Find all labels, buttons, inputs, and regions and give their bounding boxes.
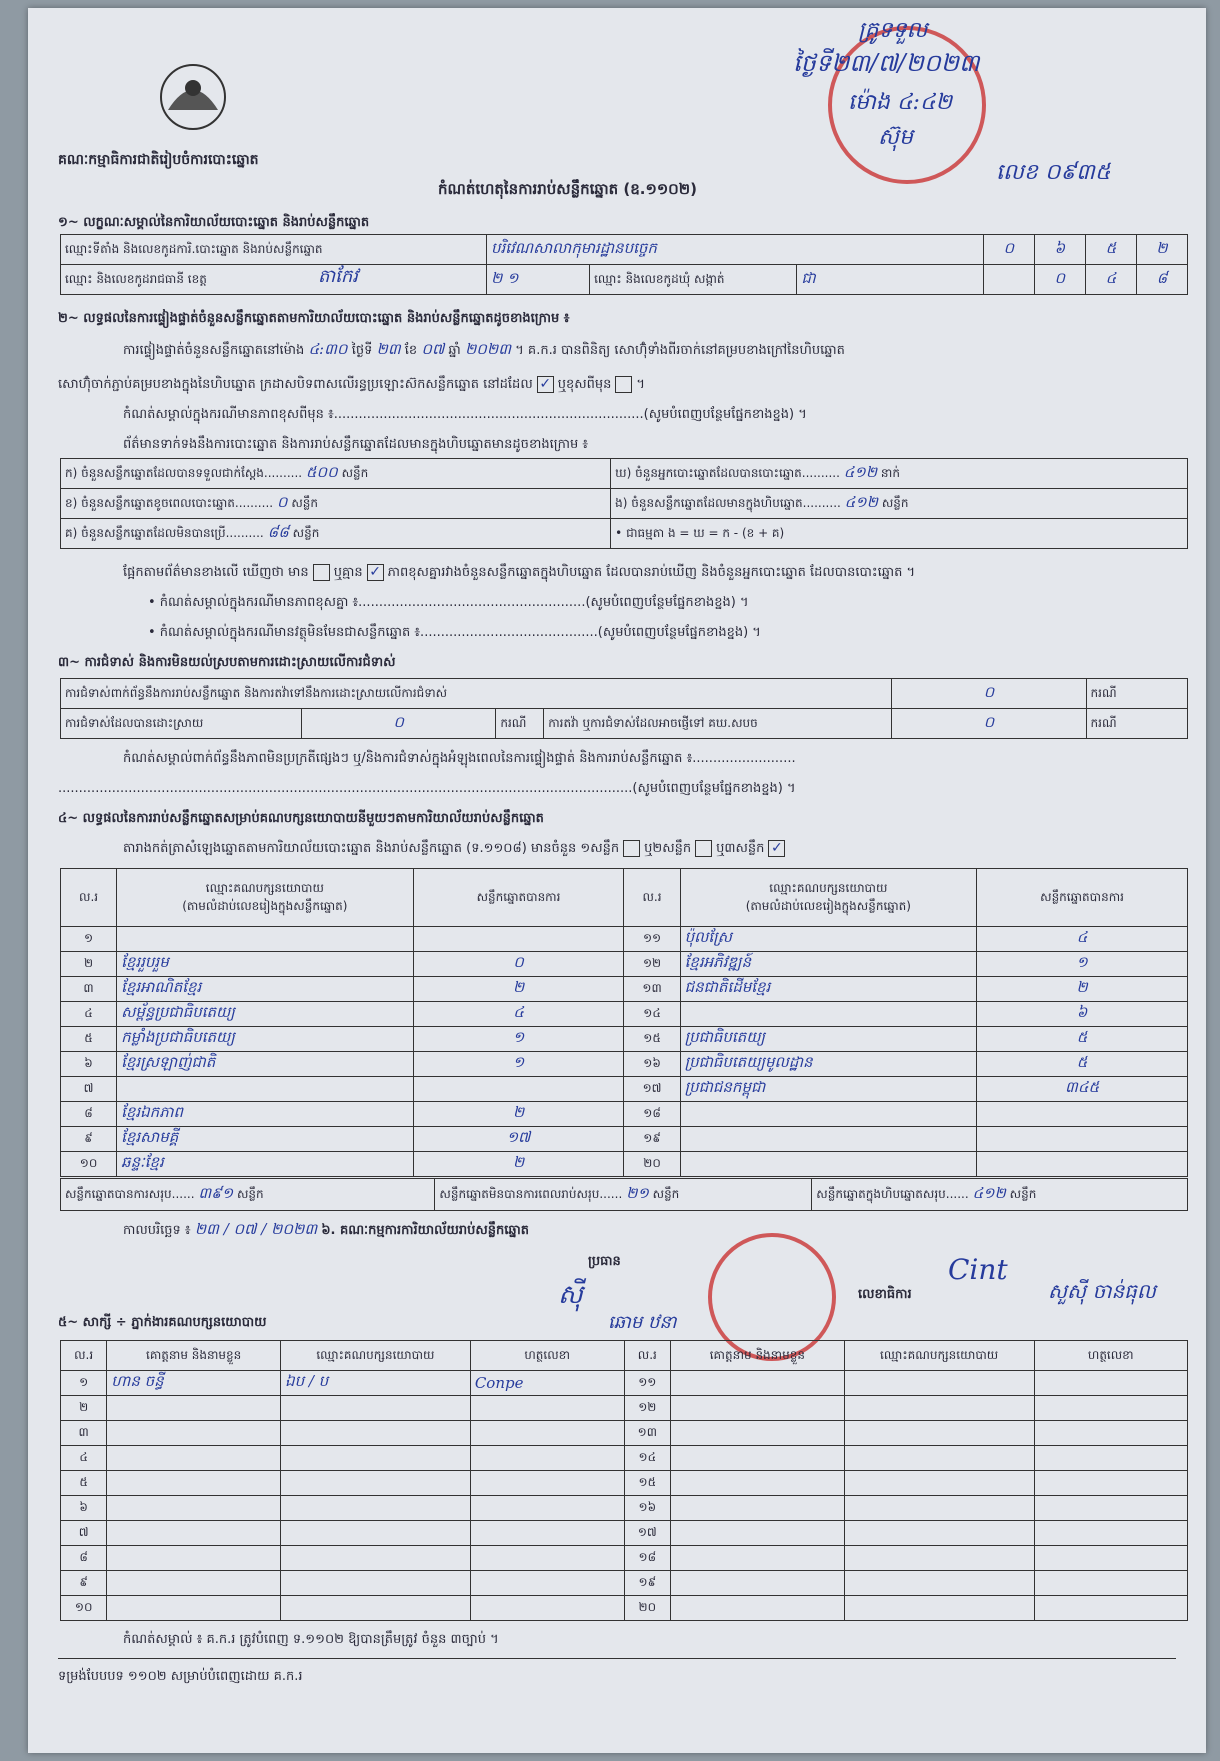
witness-party: [281, 1546, 471, 1571]
section5-title: ៥~ សាក្សី ÷ ភ្នាក់ងារគណបក្សនយោបាយ: [58, 1315, 267, 1330]
row-number: ៨: [61, 1102, 117, 1127]
row-number: ១: [61, 927, 117, 952]
row-number: ១៩: [624, 1127, 680, 1152]
row-number: ១២: [624, 952, 680, 977]
ballots-received-row: ក) ចំនួនសន្លឹកឆ្នោតដែលបានទទួលជាក់ស្តែង.......... ៥០០ សន្លឹក: [61, 459, 611, 489]
box-total: សន្លឹកឆ្នោតក្នុងហិបឆ្នោតសរុប...... ៤១២ សន្លឹក: [812, 1179, 1188, 1211]
row-number: ៩: [61, 1127, 117, 1152]
party-votes: [977, 1127, 1188, 1152]
witness-party: [281, 1421, 471, 1446]
ballot-count-form: [28, 8, 1206, 1753]
witness-name: [107, 1596, 281, 1621]
valid-total: សន្លឹកឆ្នោតបានការសរុប...... ៣៩១ សន្លឹក: [61, 1179, 435, 1211]
commune-label: ឈ្មោះ និងលេខកូដឃុំ សង្កាត់: [590, 265, 797, 295]
province-code: ២ ១: [487, 265, 590, 295]
party-votes: ៤: [413, 1002, 624, 1027]
party-name: ខ្មែរសាមគ្គី: [117, 1127, 413, 1152]
party-name: ខ្មែរស្រឡាញ់ជាតិ: [117, 1052, 413, 1077]
seal-note-line: កំណត់សម្គាល់ក្នុងករណីមានភាពខុសពីមុន ៖...........................................................................(សូមបំពេញបន្ថែមផ្នែកខាងខ្នង) ។: [123, 407, 807, 422]
party-name: [680, 1152, 976, 1177]
discrepancy-line: ផ្អែកតាមព័ត៌មានខាងលើ ឃើញថា មាន ឬគ្មាន ✓ ភាពខុសគ្នារវាងចំនួនសន្លឹកឆ្នោតក្នុងហិបឆ្នោត ដែលបានរាប់ឃើញ និងចំនួនអ្នកបោះឆ្នោត ដែលបានបោះឆ្នោត ។: [123, 564, 916, 580]
party-name: ប្រជាធិបតេយ្យ: [680, 1027, 976, 1052]
row-number: ៥: [61, 1027, 117, 1052]
witness-name: ហាន ចន្ធី: [107, 1371, 281, 1396]
date-line: កាលបរិច្ឆេទ ៖ ២៣ / ០៧ / ២០២៣ ៦. គណៈកម្មការការិយាល័យរាប់សន្លឹកឆ្នោត: [123, 1220, 529, 1238]
row-number: ២០: [624, 1152, 680, 1177]
witness-name: [107, 1421, 281, 1446]
seal-broken-checkbox[interactable]: [615, 376, 632, 393]
party-name: [680, 1102, 976, 1127]
witness-signature: [470, 1571, 624, 1596]
row-number: ៣: [61, 977, 117, 1002]
row-number: ៧: [61, 1077, 117, 1102]
party-name: ខ្មែរអភិវឌ្ឍន៍: [680, 952, 976, 977]
party-votes: ២: [413, 1152, 624, 1177]
voters-voted-row: ឃ) ចំនួនអ្នកបោះឆ្នោតដែលបានបោះឆ្នោត.......... ៤១២ នាក់: [611, 459, 1188, 489]
party-name: ខ្មែរអាណិតខ្មែរ: [117, 977, 413, 1002]
row-number: ១៦: [624, 1052, 680, 1077]
row-number: ១៣: [624, 977, 680, 1002]
row-number: ៤: [61, 1002, 117, 1027]
witness-signature: [470, 1596, 624, 1621]
witness-party: [281, 1396, 471, 1421]
row-number: ៦: [61, 1052, 117, 1077]
party-name: ខ្មែររួបរួម: [117, 952, 413, 977]
party-name: [680, 1127, 976, 1152]
row-number: ១៥: [624, 1027, 680, 1052]
ballot-figures-table: [60, 458, 1188, 549]
witness-party: [281, 1471, 471, 1496]
received-date: ថ្ងៃទី២៣/៧/២០២៣: [793, 49, 980, 77]
witness-party: [281, 1496, 471, 1521]
seal-info-line: ព័ត៌មានទាក់ទងនឹងការបោះឆ្នោត និងការរាប់សន្លឹកឆ្នោតដែលមានក្នុងហិបឆ្នោតមានដូចខាងក្រោម ៖: [123, 437, 589, 452]
witness-signature: [470, 1471, 624, 1496]
formula-row: • ជាធម្មតា ង = ឃ = ក - (ខ + គ): [611, 519, 1188, 549]
party-name: [117, 927, 413, 952]
party-votes: ១: [977, 952, 1188, 977]
party-name: ឆន្ទៈខ្មែរ: [117, 1152, 413, 1177]
commission-emblem-icon: [148, 60, 238, 134]
station-value: បរិវេណសាលាកុមារដ្ឋានបច្ចេក: [487, 235, 984, 265]
witness-party: [281, 1446, 471, 1471]
party-votes: [977, 1102, 1188, 1127]
witness-signature: [470, 1396, 624, 1421]
chief-label: ប្រធាន: [588, 1254, 621, 1269]
resolved-count: ០: [302, 709, 496, 739]
ballots-unused-row: គ) ចំនួនសន្លឹកឆ្នោតដែលមិនបានប្រើ.......... ៨៨ សន្លឹក: [61, 519, 611, 549]
received-note: គ្រូទទួល: [858, 18, 928, 43]
witness-name: [107, 1521, 281, 1546]
witness-signature: [470, 1421, 624, 1446]
resolved-label: ការជំទាស់ដែលបានដោះស្រាយ: [61, 709, 302, 739]
sheet-count-line: តារាងកត់ត្រាសំឡេងឆ្នោតតាមការិយាល័យបោះឆ្នោត និងរាប់សន្លឹកឆ្នោត (ទ.១១០៨) មានចំនួន ១សន្លឹក ឬ២សន្លឹក ឬ៣សន្លឹក ✓: [123, 840, 789, 859]
party-votes: ១: [413, 1052, 624, 1077]
row-number: ១៤: [624, 1002, 680, 1027]
party-name: ប៉ុលស្រែ: [680, 927, 976, 952]
party-name: ជនជាតិដើមខ្មែរ: [680, 977, 976, 1002]
seal-intact-checkbox[interactable]: ✓: [537, 376, 554, 393]
party-votes: ៥: [977, 1052, 1188, 1077]
witness-name: [107, 1496, 281, 1521]
irregularity-note: កំណត់សម្គាល់ពាក់ព័ន្ធនឹងភាពមិនប្រក្រតីផ្សេងៗ ឬ/និងការជំទាស់ក្នុងអំឡុងពេលនៃការផ្ទៀងផ្ទាត់ និងការរាប់សន្លឹកឆ្នោត ៖.........................: [123, 751, 796, 766]
committee-name: គណៈកម្មាធិការជាតិរៀបចំការបោះឆ្នោត: [58, 152, 259, 168]
witness-party: [281, 1521, 471, 1546]
invalid-total: សន្លឹកឆ្នោតមិនបានការពេលរាប់សរុប...... ២១ សន្លឹក: [435, 1179, 812, 1211]
station-identity-table: ឈ្មោះទីតាំង និងលេខកូដការិ.បោះឆ្នោត និងរាប់សន្លឹកឆ្នោត បរិវេណសាលាកុមារដ្ឋានបច្ចេក ០ ៦ ៥ ២ ឈ្មោះ និងលេខកូដរាជធានី ខេត្ត ២ ១ ឈ្មោះ និងលេខកូដឃុំ សង្កាត់ ជា ០ ៤ ៨: [60, 234, 1188, 295]
province-value: តាកែវ: [318, 266, 358, 287]
section3-title: ៣~ ការជំទាស់ និងការមិនយល់ស្របតាមការដោះស្រាយលើការជំទាស់: [58, 655, 396, 670]
chief-name: ឆោម ឋនា: [608, 1312, 677, 1333]
witness-name: [107, 1446, 281, 1471]
party-votes: ០: [413, 952, 624, 977]
three-sheet-checkbox[interactable]: ✓: [768, 840, 785, 857]
witness-party: ឯប / ប: [281, 1371, 471, 1396]
witness-signature: [470, 1546, 624, 1571]
receiver-signature: ស៊ុម: [878, 125, 913, 150]
party-votes: [413, 927, 624, 952]
witness-name: [107, 1471, 281, 1496]
party-name: [117, 1077, 413, 1102]
row-number: ២: [61, 952, 117, 977]
seal-intact-line: សោហ៊ុំចាក់ភ្ជាប់គម្របខាងក្នុងនៃហិបឆ្នោត ក្រដាសបិទពាសលើរន្ធប្រឡោះស៊កសន្លឹកឆ្នោត នៅដដែល ✓ ឬខុសពីមុន ។: [58, 376, 645, 392]
witness-signature: Conpe: [470, 1371, 624, 1396]
chief-signature: ស៊ី: [558, 1280, 583, 1310]
totals-row: [60, 1178, 1188, 1211]
row-number: ១៧: [624, 1077, 680, 1102]
row-number: ១១: [624, 927, 680, 952]
witness-name: [107, 1571, 281, 1596]
witness-signature: [470, 1496, 624, 1521]
forwarded-count: ០: [892, 709, 1086, 739]
form-number-note: លេខ ០៩៣៥: [996, 160, 1111, 185]
complaints-count: ០: [892, 679, 1086, 709]
witness-grid: ល.រ គោត្តនាម និងនាមខ្លួន ឈ្មោះគណបក្សនយោបាយ ហត្ថលេខា ល.រ គោត្តនាម និងនាមខ្លួន ឈ្មោះគណបក្សនយោបាយ ហត្ថលេខា ១ ហាន ចន្ធី ឯប / ប Conpe ១១ ២ ១២ ៣ ១៣ ៤ ១៤ ៥ ១៥ ៦ ១៦ ៧ ១៧ ៨ ១៨ ៩ ១៩ ១០ ២០: [60, 1340, 1188, 1621]
note-discrepancy-line: • កំណត់សម្គាល់ក្នុងករណីមានភាពខុសគ្នា ៖.......................................................(សូមបំពេញបន្ថែមផ្នែកខាងខ្នង) ។: [148, 595, 749, 610]
section4-title: ៤~ លទ្ធផលនៃការរាប់សន្លឹកឆ្នោតសម្រាប់គណបក្សនយោបាយនីមួយៗតាមការិយាល័យរាប់សន្លឹកឆ្នោត: [58, 811, 544, 826]
party-name: [680, 1002, 976, 1027]
secretary-signature: Cint: [948, 1253, 1008, 1286]
party-votes: ៦: [977, 1002, 1188, 1027]
complaints-label: ការជំទាស់ពាក់ព័ន្ធនឹងការរាប់សន្លឹកឆ្នោត និងការតវ៉ាទៅនឹងការដោះស្រាយលើការជំទាស់: [61, 679, 892, 709]
forwarded-label: ការតវ៉ា ឬការជំទាស់ដែលអាចផ្ញើទៅ គឃ.សបច: [544, 709, 892, 739]
complaints-table: ការជំទាស់ពាក់ព័ន្ធនឹងការរាប់សន្លឹកឆ្នោត និងការតវ៉ាទៅនឹងការដោះស្រាយលើការជំទាស់ ០ ករណី ការជំទាស់ដែលបានដោះស្រាយ ០ ករណី ការតវ៉ា ឬការជំទាស់ដែលអាចផ្ញើទៅ គឃ.សបច ០ ករណី: [60, 678, 1188, 739]
irregularity-fill: ...........................................................................................................................................(សូមបំពេញបន្ថែមផ្នែកខាងខ្នង) ។: [58, 781, 796, 796]
ballots-in-box-row: ង) ចំនួនសន្លឹកឆ្នោតដែលមានក្នុងហិបឆ្នោត.......... ៤១២ សន្លឹក: [611, 489, 1188, 519]
witness-party: [281, 1596, 471, 1621]
party-name: កម្លាំងប្រជាធិបតេយ្យ: [117, 1027, 413, 1052]
party-name: ប្រជាជនកម្ពុជា: [680, 1077, 976, 1102]
party-votes: ៣៤៥: [977, 1077, 1188, 1102]
party-votes: ២: [413, 977, 624, 1002]
footer-note: កំណត់សម្គាល់ ៖ គ.ក.រ ត្រូវបំពេញ ទ.១១០២ ឱ្យបានត្រឹមត្រូវ ចំនួន ៣ច្បាប់ ។: [123, 1632, 499, 1647]
party-votes: ២: [977, 977, 1188, 1002]
one-sheet-checkbox[interactable]: [623, 840, 640, 857]
province-label: ឈ្មោះ និងលេខកូដរាជធានី ខេត្ត: [61, 265, 487, 295]
party-name: ប្រជាធិបតេយ្យមូលដ្ឋាន: [680, 1052, 976, 1077]
commune-value: ជា: [797, 265, 983, 295]
witness-signature: [470, 1521, 624, 1546]
party-name: សម្ព័ន្ធប្រជាធិបតេយ្យ: [117, 1002, 413, 1027]
secretary-label: លេខាធិការ: [858, 1287, 912, 1302]
ballots-damaged-row: ខ) ចំនួនសន្លឹកឆ្នោតខូចពេលបោះឆ្នោត.......... ០ សន្លឹក: [61, 489, 611, 519]
party-name: ខ្មែរឯកភាព: [117, 1102, 413, 1127]
witness-party: [281, 1571, 471, 1596]
form-title: កំណត់ហេតុនៃការរាប់សន្លឹកឆ្នោត (ឧ.១១០២): [438, 180, 698, 198]
party-votes: ២: [413, 1102, 624, 1127]
party-votes: ១: [413, 1027, 624, 1052]
witness-signature: [470, 1446, 624, 1471]
party-votes: [977, 1152, 1188, 1177]
discrepancy-no-checkbox[interactable]: ✓: [367, 564, 384, 581]
note-invalid-line: • កំណត់សម្គាល់ក្នុងករណីមានវត្ថុមិនមែនជាសន្លឹកឆ្នោត ៖...........................................(សូមបំពេញបន្ថែមផ្នែកខាងខ្នង) ។: [148, 625, 761, 640]
party-votes: ១៧: [413, 1127, 624, 1152]
witness-name: [107, 1396, 281, 1421]
station-label: ឈ្មោះទីតាំង និងលេខកូដការិ.បោះឆ្នោត និងរាប់សន្លឹកឆ្នោត: [61, 235, 487, 265]
secretary-name: សួស៊ី ចាន់ធុល: [1048, 1279, 1156, 1303]
party-results-grid: ល.រ ឈ្មោះគណបក្សនយោបាយ (តាមលំដាប់លេខរៀងក្នុងសន្លឹកឆ្នោត) សន្លឹកឆ្នោតបានការ ល.រ ឈ្មោះគណបក្សនយោបាយ (តាមលំដាប់លេខរៀងក្នុងសន្លឹកឆ្នោត) សន្លឹកឆ្នោតបានការ ១ ១១ ប៉ុលស្រែ ៤ ២ ខ្មែររួបរួម ០ ១២ ខ្មែរអភិវឌ្ឍន៍ ១ ៣ ខ្មែរអាណិតខ្មែរ ២ ១៣ ជនជាតិដើមខ្មែរ ២ ៤ សម្ព័ន្ធប្រជាធិបតេយ្យ ៤ ១៤ ៦ ៥ កម្លាំងប្រជាធិបតេយ្យ ១ ១៥ ប្រជាធិបតេយ្យ ៥ ៦ ខ្មែរស្រឡាញ់ជាតិ ១ ១៦ ប្រជាធិបតេយ្យមូលដ្ឋាន ៥ ៧ ១៧ ប្រជាជនកម្ពុជា ៣៤៥ ៨ ខ្មែរឯកភាព ២ ១៨ ៩ ខ្មែរសាមគ្គី ១៧ ១៩ ១០ ឆន្ទៈខ្មែរ ២ ២០: [60, 868, 1188, 1177]
received-time: ម៉ោង ៤:៤២: [848, 90, 953, 115]
section1-title: ១~ លក្ខណៈសម្គាល់នៃការិយាល័យបោះឆ្នោត និងរាប់សន្លឹកឆ្នោត: [58, 215, 370, 230]
section2-intro: ការផ្ទៀងផ្ទាត់ចំនួនសន្លឹកឆ្នោតនៅម៉ោង ៤:៣០ ថ្ងៃទី ២៣ ខែ ០៧ ឆ្នាំ ២០២៣ ។ គ.ក.រ បានពិនិត្យ សោហ៊ុំទាំងពីរចាក់នៅគម្របខាងក្រៅនៃហិបឆ្នោត: [123, 340, 845, 358]
party-votes: ៤: [977, 927, 1188, 952]
row-number: ១០: [61, 1152, 117, 1177]
two-sheet-checkbox[interactable]: [695, 840, 712, 857]
footer-form-note: ទម្រង់បែបបទ ១១០២ សម្រាប់បំពេញដោយ គ.ក.រ: [58, 1669, 303, 1684]
discrepancy-yes-checkbox[interactable]: [313, 564, 330, 581]
row-number: ១៨: [624, 1102, 680, 1127]
witness-name: [107, 1546, 281, 1571]
section2-title: ២~ លទ្ធផលនៃការផ្ទៀងផ្ទាត់ចំនួនសន្លឹកឆ្នោតតាមការិយាល័យបោះឆ្នោត និងរាប់សន្លឹកឆ្នោតដូចខាងក្រោម ៖: [58, 311, 570, 326]
party-votes: ៥: [977, 1027, 1188, 1052]
party-votes: [413, 1077, 624, 1102]
